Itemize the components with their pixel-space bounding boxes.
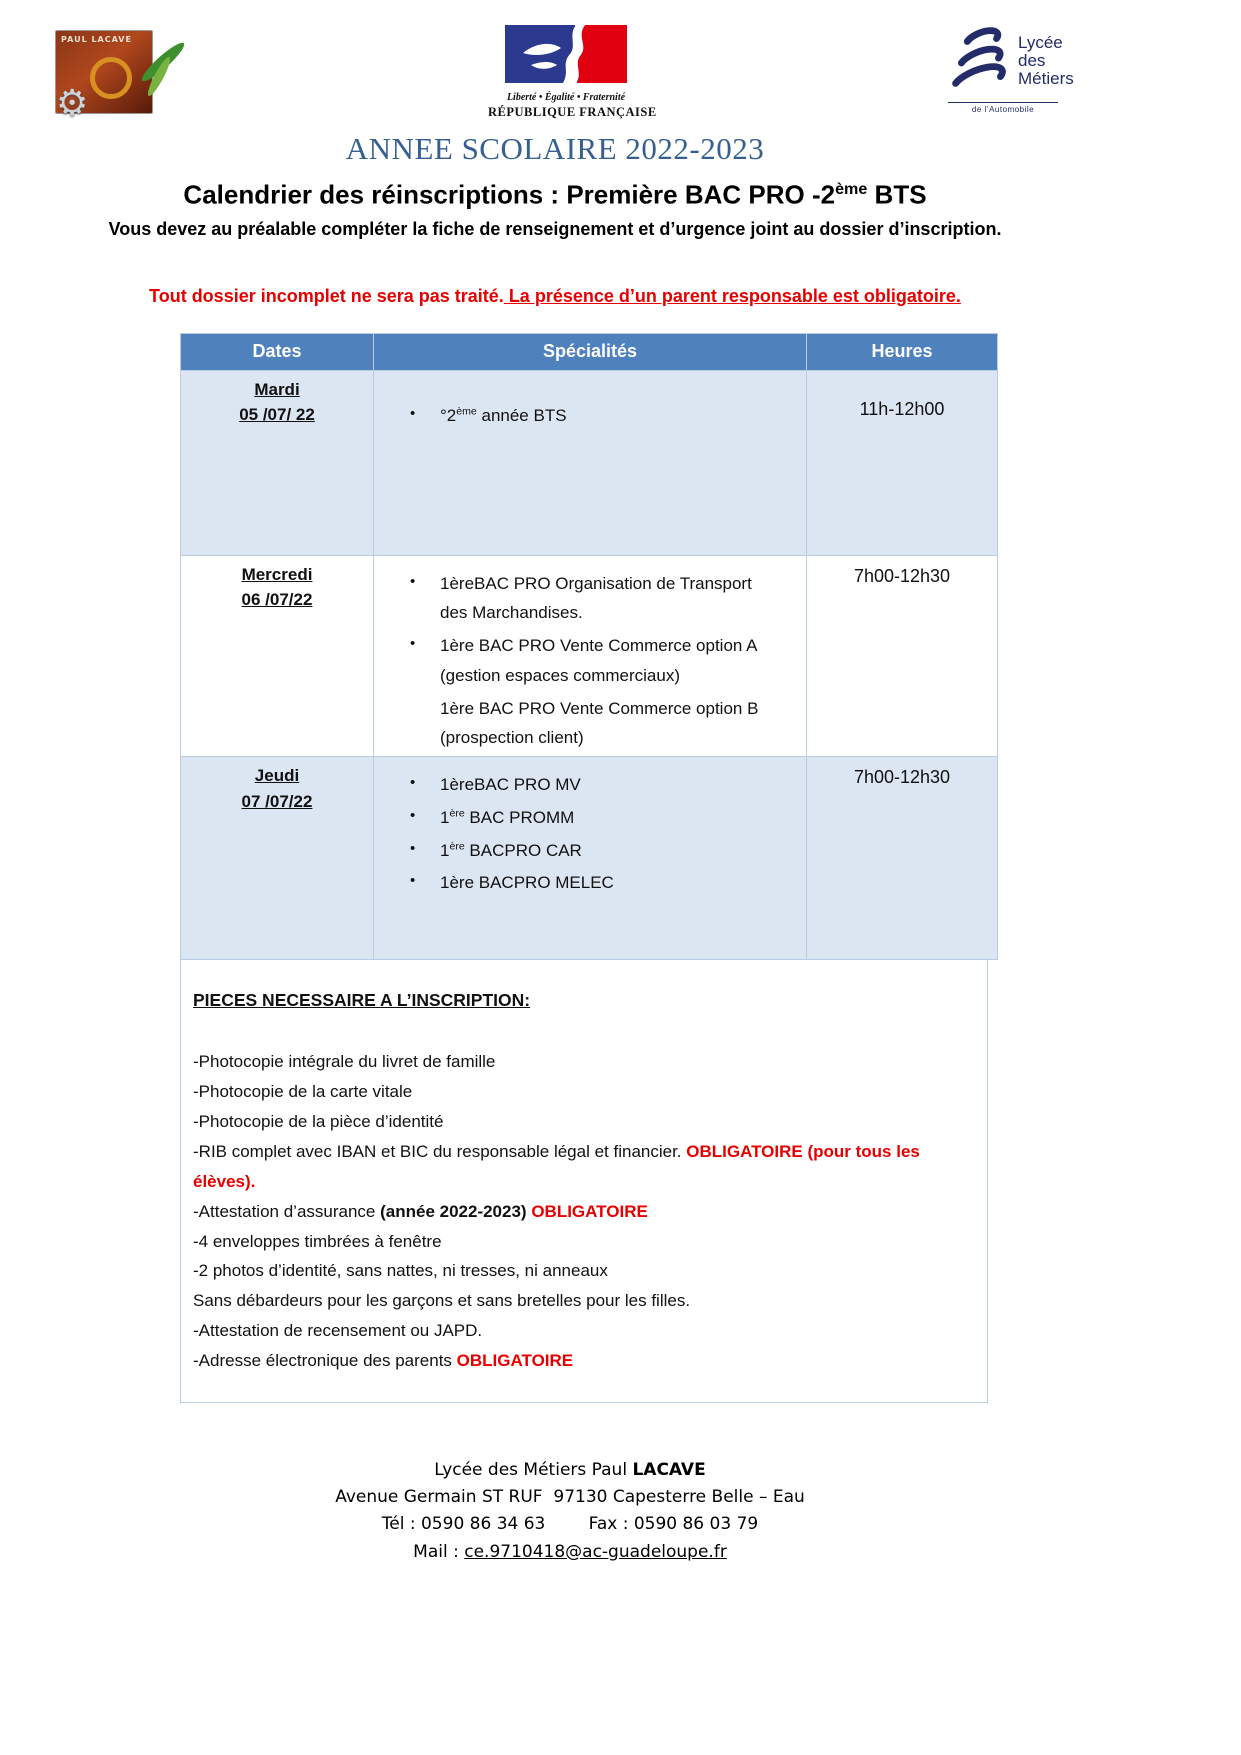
column-header-heures: Heures [807,333,998,370]
bullet-icon: • [410,572,416,590]
bullet-icon: • [410,872,416,890]
text-segment: 1 [440,807,450,827]
text-segment: BAC PROMM [464,807,575,827]
bullet-icon: • [410,774,416,792]
footer-line [0,1484,1140,1511]
bullet-item [410,770,798,800]
text-segment: Tél : 0590 86 34 63 Fax : 0590 86 03 79 [381,1514,759,1535]
footer-line [0,1539,1140,1566]
schedule-table-body [181,370,998,960]
subtitle: Calendrier des réinscriptions : Première BAC PRO -2ème BTS [183,179,927,210]
text-segment: des Marchandises. [440,603,583,623]
text-segment: Mail : [413,1541,465,1562]
bullet-icon: • [410,635,416,653]
notice-text: Vous devez au préalable compléter la fiche de renseignement et d’urgence joint au dossier d’inscription. [108,218,1002,239]
bullet-item [410,569,798,629]
text-segment: 1 [440,840,450,860]
pieces-line [193,1227,973,1257]
bullet-icon: • [410,404,416,422]
date-line: 05 /07/ 22 [239,405,315,425]
date-cell [181,555,374,757]
school-logo-frame [55,30,153,123]
text-segment: élèves). [193,1171,256,1191]
heures-cell: 7h00-12h30 [807,757,998,960]
text-segment: °2 [440,405,457,425]
text-segment: BACPRO CAR [464,840,582,860]
pieces-line [193,1047,973,1077]
bullet-item-text [440,868,798,898]
bullet-item-text [440,401,798,431]
school-logo [55,28,175,123]
bullet-item-text [440,569,798,629]
bullet-item-text [440,836,798,866]
gear-icon: ⚙ [56,82,89,123]
footer [0,1457,1140,1566]
text-segment: Avenue Germain ST RUF 97130 Capesterre Belle – Eau [335,1487,805,1508]
table-row [181,757,998,960]
text-segment: OBLIGATOIRE [531,1201,648,1221]
bullet-item [410,401,798,431]
text-segment: LACAVE [632,1460,706,1481]
text-segment: (gestion espaces commerciaux) [440,665,680,685]
table-header-row [181,333,998,370]
text-segment: OBLIGATOIRE (pour tous les [681,1141,920,1161]
pieces-line [193,1197,973,1227]
bullet-item-text [440,803,798,833]
text-segment: -Photocopie de la carte vitale [193,1082,413,1102]
bullet-item-text [440,694,798,754]
specialites-cell [374,555,807,757]
schedule-table [180,333,998,961]
text-segment: Lycée des Métiers Paul [434,1460,633,1481]
text-segment: Sans débardeurs pour les garçons et sans bretelles pour les filles. [193,1291,691,1311]
pieces-line [193,1286,973,1316]
text-segment: ère [449,839,465,852]
table-row [181,555,998,757]
text-segment: (prospection client) [440,728,584,748]
text-segment: 1ère BAC PRO Vente Commerce option A [440,636,758,656]
lycee-des-metiers-logo [938,22,1118,114]
bullet-item [410,694,798,754]
pieces-list [193,1047,973,1376]
text-segment: 1èreBAC PRO Organisation de Transport [440,573,752,593]
date-line: Mercredi [241,564,313,584]
lycee-subtitle: de l’Automobile [948,102,1058,114]
text-segment: -Attestation de recensement ou JAPD. [193,1321,483,1341]
bullet-item [410,631,798,691]
text-segment: (année 2022-2023) [380,1201,527,1221]
pieces-section [180,960,988,1403]
date-cell [181,757,374,960]
pieces-line [193,1137,973,1197]
heures-cell: 11h-12h00 [807,370,998,555]
footer-line [0,1457,1140,1484]
school-logo-label: PAUL LACAVE [61,35,132,44]
specialites-cell [374,757,807,960]
bullet-item-text [440,770,798,800]
pieces-line [193,1077,973,1107]
pieces-line [193,1107,973,1137]
text-segment: -Attestation d’assurance [193,1201,381,1221]
bullet-item-text [440,631,798,691]
date-cell [181,370,374,555]
email-link[interactable]: ce.9710418@ac-guadeloupe.fr [464,1541,727,1562]
footer-line [0,1511,1140,1538]
date-line: Mardi [254,379,300,399]
text-segment: -Photocopie intégrale du livret de famille [193,1052,496,1072]
text-segment: 1ère BACPRO MELEC [440,873,614,893]
bullet-item [410,836,798,866]
lycee-name: Lycée des Métiers [1018,33,1074,88]
swirl-icon [938,22,1016,100]
text-segment: -4 enveloppes timbrées à fenêtre [193,1231,442,1251]
ring-shape [90,57,132,99]
text-segment: 1èreBAC PRO MV [440,775,581,795]
column-header-specialites: Spécialités [374,333,807,370]
text-segment: OBLIGATOIRE [456,1351,574,1371]
heures-cell: 7h00-12h30 [807,555,998,757]
text-segment: ème [456,404,477,417]
republic-motto: Liberté • Égalité • Fraternité [506,92,626,103]
text-segment: année BTS [476,405,567,425]
table-row [181,370,998,555]
republique-flag-icon [505,25,627,83]
page-title: ANNEE SCOLAIRE 2022-2023 [345,131,765,166]
text-segment: 1ère BAC PRO Vente Commerce option B [440,698,759,718]
bullet-item [410,803,798,833]
text-segment: -2 photos d’identité, sans nattes, ni tresses, ni anneaux [193,1261,608,1281]
column-header-dates: Dates [181,333,374,370]
text-segment: -RIB complet avec IBAN et BIC du responsable légal et financier. [193,1141,682,1161]
bullet-icon: • [410,806,416,824]
specialites-cell [374,370,807,555]
bullet-item [410,868,798,898]
pieces-heading: PIECES NECESSAIRE A L’INSCRIPTION: [193,990,531,1011]
bullet-icon: • [410,839,416,857]
date-line: Jeudi [254,766,300,786]
text-segment: ère [449,807,465,820]
republique-francaise-logo [488,25,657,120]
text-segment: -Adresse électronique des parents [193,1351,457,1371]
pieces-line [193,1346,973,1376]
pieces-line [193,1316,973,1346]
pieces-line [193,1256,973,1286]
republic-name: RÉPUBLIQUE FRANÇAISE [488,105,657,119]
warning-text: Tout dossier incomplet ne sera pas traité. La présence d’un parent responsable est obligatoire. [149,285,961,306]
date-line: 07 /07/22 [241,791,313,811]
date-line: 06 /07/22 [241,590,313,610]
text-segment: -Photocopie de la pièce d’identité [193,1111,444,1131]
